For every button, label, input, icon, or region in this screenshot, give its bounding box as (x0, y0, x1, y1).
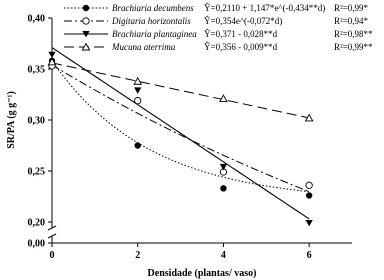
data-point (220, 164, 227, 170)
data-point (135, 97, 141, 103)
legend-series-name: Digitaria horizontalis (112, 16, 191, 26)
y-tick-label: 0,20 (27, 217, 45, 229)
legend-equation: Ŷ=0,354e^(-0,072*d) (204, 16, 283, 26)
x-tick-label: 0 (49, 250, 55, 261)
x-tick-label: 2 (135, 250, 141, 261)
x-tick-label: 6 (306, 250, 312, 261)
legend-series-name: Brachiaria decumbens (112, 3, 194, 13)
fit-curve-3 (52, 48, 309, 219)
legend-equation: Ŷ=0,2110 + 1,147*e^(-0,434**d) (204, 3, 326, 13)
x-tick-label: 4 (220, 250, 226, 261)
data-point (135, 142, 141, 148)
data-point (220, 185, 226, 191)
data-point (83, 5, 89, 11)
data-point (306, 220, 313, 226)
data-point (306, 182, 312, 188)
data-point (134, 78, 141, 84)
x-axis-title: Densidade (plantas/ vaso) (147, 268, 257, 279)
y-tick-label: 0,00 (27, 238, 45, 250)
legend-r2: R²=0,99* (334, 3, 369, 13)
data-point (306, 192, 312, 198)
y-tick-label: 0,30 (27, 115, 45, 127)
y-tick-label: 0,25 (27, 166, 45, 178)
legend-r2: R²=0,98** (334, 29, 373, 39)
curves (52, 48, 309, 219)
axes (28, 14, 353, 262)
legend-equation: Ŷ=0,371 - 0,028**d (204, 29, 278, 39)
y-tick-label: 0,40 (27, 13, 45, 25)
y-tick-label: 0,35 (27, 64, 45, 76)
data-point (83, 18, 89, 24)
legend-r2: R²=0,99** (334, 42, 373, 52)
data-point (134, 87, 141, 93)
y-axis-title: SR/PA (g g⁻¹) (6, 91, 17, 149)
fit-curve-2 (52, 65, 309, 192)
points (48, 52, 312, 227)
data-point (220, 95, 227, 101)
legend (64, 3, 373, 52)
legend-series-name: Brachiaria plantaginea (112, 29, 197, 39)
legend-series-name: Mucuna aterrima (112, 42, 176, 52)
data-point (48, 52, 55, 58)
fit-curve-4 (52, 63, 309, 118)
fit-curve-1 (52, 61, 309, 192)
legend-equation: Ŷ=0,356 - 0,009**d (204, 42, 278, 52)
legend-r2: R²=0,94* (334, 16, 369, 26)
